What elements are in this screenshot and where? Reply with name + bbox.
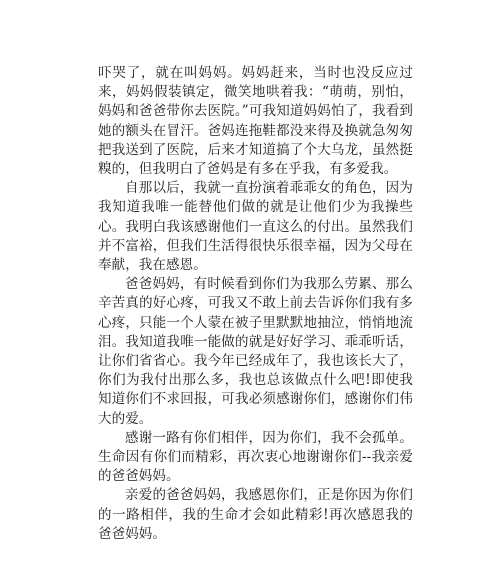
paragraph-3: 爸爸妈妈，有时候看到你们为我那么劳累、那么辛苦真的好心疼，可我又不敢上前去告诉你们我有多心疼，只能一个人蒙在被子里默默地抽泣，悄悄地流泪。我知道我唯一能做的就是好好学习、乖乖听话，让你们省省心。我今年已经成年了，我也该长大了，你们为我付出那么多，我也总该做点什么吧!即使我知道你们不求回报，可我必须感谢你们，感谢你们伟大的爱。: [98, 276, 413, 427]
essay-body: [98, 64, 413, 544]
paragraph-4: 感谢一路有你们相伴，因为你们，我不会孤单。生命因有你们而精彩，再次衷心地谢谢你们--我亲爱的爸爸妈妈。: [98, 429, 413, 485]
paragraph-5: 亲爱的爸爸妈妈，我感恩你们，正是你因为你们的一路相伴，我的生命才会如此精彩!再次感恩我的爸爸妈妈。: [98, 487, 413, 542]
paragraph-2: 自那以后，我就一直扮演着乖乖女的角色，因为我知道我唯一能替他们做的就是让他们少为我操些心。我明白我该感谢他们一直这么的付出。虽然我们并不富裕，但我们生活得很快乐很幸福，因为父母在奉献，我在感恩。: [98, 180, 413, 274]
paragraph-1: 吓哭了，就在叫妈妈。妈妈赶来，当时也没反应过来，妈妈假装镇定，微笑地哄着我：“萌萌，别怕，妈妈和爸爸带你去医院。”可我知道妈妈怕了，我看到她的额头在冒汗。爸妈连拖鞋都没来得及换就急匆匆把我送到了医院，后来才知道搞了个大乌龙，虽然挺糗的，但我明白了爸妈是有多在乎我，有多爱我。: [98, 65, 413, 178]
